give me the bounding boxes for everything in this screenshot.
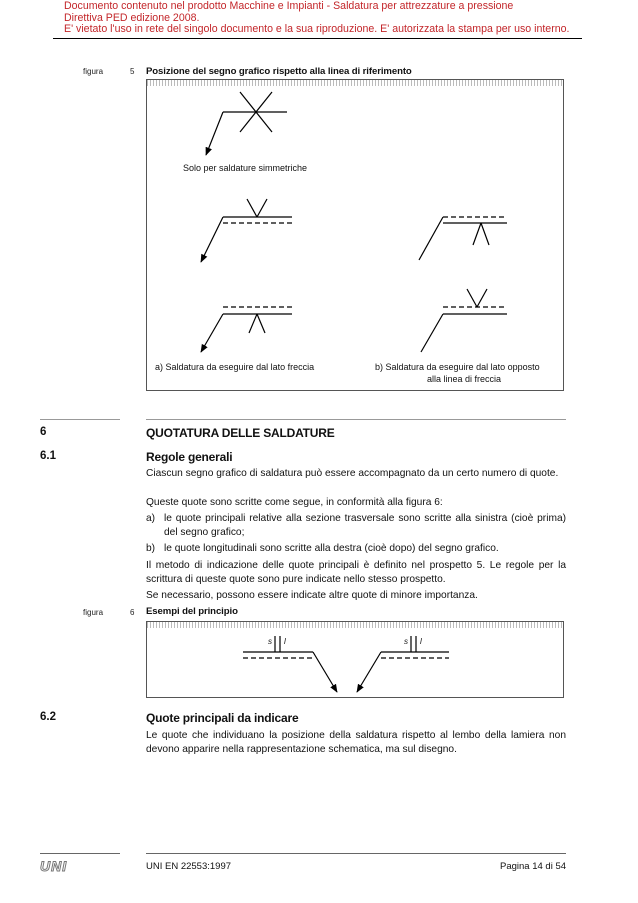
section-6-2-number: 6.2 — [40, 711, 56, 723]
list-marker-b: b) — [146, 543, 156, 554]
header-rule — [53, 38, 582, 39]
figure-6-label: figura — [83, 608, 104, 617]
section-6-1-title: Regole generali — [146, 450, 233, 464]
section-6-1-paragraph-3: Il metodo di indicazione delle quote principali è definito nel prospetto 5. Le regole per la scrittura di queste quote sono pure indicate nello stesso prospetto. — [146, 560, 566, 585]
other-side-symbol-2 — [421, 289, 507, 352]
figure-5-box — [146, 79, 564, 391]
figure-5-title: Posizione del segno grafico rispetto alla linea di riferimento — [146, 66, 412, 77]
uni-logo: UNI — [40, 858, 68, 874]
dimension-l-right: l — [420, 637, 422, 646]
arrow-side-symbol-2 — [201, 307, 292, 352]
section-6-1-number: 6.1 — [40, 450, 56, 462]
copyright-notice — [64, 1, 569, 36]
figure-6-box — [146, 621, 564, 698]
figure-6-number: 6 — [130, 608, 135, 617]
section-6-1-paragraph-2: Queste quote sono scritte come segue, in conformità alla figura 6: — [146, 497, 443, 508]
caption-arrow-side: a) Saldatura da eseguire dal lato freccia — [155, 362, 315, 372]
section-6-2-paragraph-1: Le quote che individuano la posizione della saldatura rispetto al lembo della lamiera non devono apparire nella rappresentazione schematica, ma sul disegno. — [146, 730, 566, 755]
list-text-a: le quote principali relative alla sezione trasversale sono scritte alla sinistra (cioè prima) del segno grafico; — [164, 513, 566, 538]
figure-5-drawing — [147, 80, 563, 390]
caption-other-side-1: b) Saldatura da eseguire dal lato opposto — [375, 362, 540, 372]
figure-6-title: Esempi del principio — [146, 606, 238, 617]
dimension-s-left: s — [268, 637, 272, 646]
figure-5-label: figura — [83, 67, 104, 76]
figure-6-drawing — [147, 622, 563, 697]
list-marker-a: a) — [146, 513, 156, 524]
section-6-2-title: Quote principali da indicare — [146, 711, 299, 725]
other-side-symbol-1 — [419, 217, 507, 260]
section-6-rule-right — [146, 419, 566, 420]
section-6-number: 6 — [40, 426, 47, 438]
dimension-l-left: l — [284, 637, 286, 646]
example-symbol-right — [357, 636, 449, 692]
example-symbol-left — [243, 636, 337, 692]
notice-line-2: Direttiva PED edizione 2008. — [64, 11, 200, 24]
section-6-1-paragraph-4: Se necessario, possono essere indicate altre quote di minore importanza. — [146, 590, 478, 601]
footer-standard: UNI EN 22553:1997 — [146, 861, 232, 872]
section-6-rule-left — [40, 419, 120, 420]
footer-page-number: Pagina 14 di 54 — [500, 861, 567, 872]
footer-rule-right — [146, 853, 566, 854]
section-6-1-paragraph-1: Ciascun segno grafico di saldatura può essere accompagnato da un certo numero di quote. — [146, 468, 559, 479]
arrow-side-symbol-1 — [201, 199, 292, 262]
section-6-title: QUOTATURA DELLE SALDATURE — [146, 426, 335, 440]
footer-rule-left — [40, 853, 120, 854]
notice-line-1: Documento contenuto nel prodotto Macchine e Impianti - Saldatura per attrezzature a pressione — [64, 0, 514, 12]
figure-5-number: 5 — [130, 67, 135, 76]
caption-symmetric: Solo per saldature simmetriche — [183, 163, 308, 173]
symmetric-weld-symbol — [206, 92, 287, 155]
list-text-b: le quote longitudinali sono scritte alla destra (cioè dopo) del segno grafico. — [164, 543, 499, 554]
caption-other-side-2: alla linea di freccia — [427, 374, 502, 384]
dimension-s-right: s — [404, 637, 408, 646]
notice-line-3: E' vietato l'uso in rete del singolo documento e la sua riproduzione. E' autorizzata la stampa per uso interno. — [64, 23, 570, 36]
